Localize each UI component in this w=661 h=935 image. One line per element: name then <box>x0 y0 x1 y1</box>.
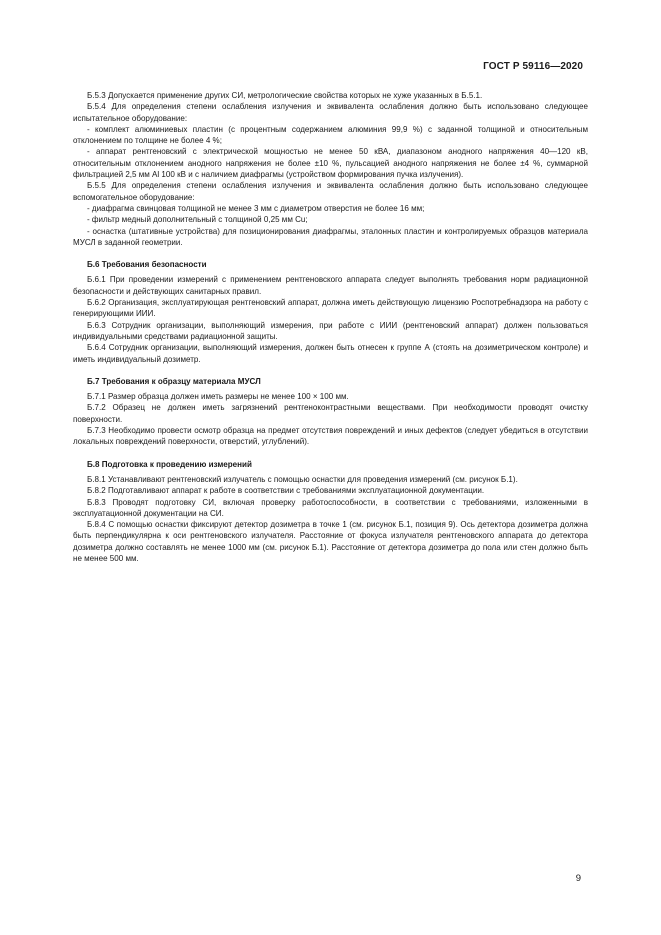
paragraph-b-5-4: Б.5.4 Для определения степени ослабления излучения и эквивалента ослабления должно быть использовано следующее испытательное оборудование: <box>73 102 588 123</box>
section-heading-b-6: Б.6 Требования безопасности <box>87 260 207 270</box>
section-heading-b-7: Б.7 Требования к образцу материала МУСЛ <box>87 376 261 386</box>
list-item-fixtures: - оснастка (штативные устройства) для позиционирования диафрагмы, эталонных пластин и контролируемых образцов материала МУСЛ в заданной геометрии. <box>73 226 588 247</box>
paragraph-b-6-4: Б.6.4 Сотрудник организации, выполняющий измерения, должен быть отнесен к группе А (стоять на дозиметрическом контроле) и иметь индивидуальный дозиметр. <box>73 343 588 364</box>
list-item-copper-filter: - фильтр медный дополнительный с толщиной 0,25 мм Cu; <box>87 215 308 225</box>
paragraph-b-8-3: Б.8.3 Проводят подготовку СИ, включая проверку работоспособности, в соответствии с требованиями, изложенными в эксплуатационной документации на СИ. <box>73 497 588 518</box>
paragraph-b-5-5: Б.5.5 Для определения степени ослабления излучения и эквивалента ослабления должно быть использовано следующее вспомогательное оборудование: <box>73 181 588 202</box>
section-heading-b-8: Б.8 Подготовка к проведению измерений <box>87 459 252 469</box>
paragraph-b-7-3: Б.7.3 Необходимо провести осмотр образца на предмет отсутствия повреждений и иных дефектов (следует убедиться в отсутствии локальных повреждений поверхности, отверстий, углублений). <box>73 426 588 447</box>
paragraph-b-8-4: Б.8.4 С помощью оснастки фиксируют детектор дозиметра в точке 1 (см. рисунок Б.1, позиция 9). Ось детектора дозиметра должна быть перпендикулярна к оси рентгеновского излучателя. Расстояние от фокуса излучателя рентгеновского аппарата до детектора дозиметра должно составлять не менее 1000 мм (см. рисунок Б.1). Расстояние от детектора дозиметра до пола или стен должно быть не менее 500 мм. <box>73 520 588 563</box>
paragraph-b-5-3: Б.5.3 Допускается применение других СИ, метрологические свойства которых не хуже указанных в Б.5.1. <box>87 91 483 100</box>
paragraph-b-6-1: Б.6.1 При проведении измерений с применением рентгеновского аппарата следует выполнять требования норм радиационной безопасности и действующих санитарных правил. <box>73 275 588 296</box>
paragraph-b-8-2: Б.8.2 Подготавливают аппарат к работе в соответствии с требованиями эксплуатационной документации. <box>87 486 485 496</box>
paragraph-b-6-3: Б.6.3 Сотрудник организации, выполняющий измерения, при работе с ИИИ (рентгеновский аппарат) должен пользоваться индивидуальными средствами радиационной защиты. <box>73 320 588 341</box>
paragraph-b-7-1: Б.7.1 Размер образца должен иметь размеры не менее 100 × 100 мм. <box>87 392 349 402</box>
list-item-lead-diaphragm: - диафрагма свинцовая толщиной не менее 3 мм с диаметром отверстия не более 16 мм; <box>87 203 425 213</box>
paragraph-b-7-2: Б.7.2 Образец не должен иметь загрязнений рентгеноконтрастными веществами. При необходимости проводят очистку поверхности. <box>73 403 588 424</box>
page-number: 9 <box>575 873 581 884</box>
page-content <box>73 90 588 564</box>
paragraph-b-8-1: Б.8.1 Устанавливают рентгеновский излучатель с помощью оснастки для проведения измерений (см. рисунок Б.1). <box>87 474 518 484</box>
paragraph-b-6-2: Б.6.2 Организация, эксплуатирующая рентгеновский аппарат, должна иметь действующую лицензию Роспотребнадзора на работу с генерирующими ИИИ. <box>73 298 588 319</box>
list-item-x-ray-apparatus: - аппарат рентгеновский с электрической мощностью не менее 50 кВА, диапазоном анодного напряжения 40—120 кВ, относительным отклонением анодного напряжения не более ±10 %, пульсацией анодного напряжения не более ±4 %, суммарной фильтрацией 2,5 мм Al 100 кВ и с наличием диафрагмы (устройством формирования пучка излучения). <box>73 147 588 180</box>
document-code-header: ГОСТ Р 59116—2020 <box>483 61 583 72</box>
list-item-aluminium-plates: - комплект алюминиевых пластин (с процентным содержанием алюминия 99,9 %) с заданной толщиной и относительным отклонением по толщине не более 4 %; <box>73 124 588 146</box>
